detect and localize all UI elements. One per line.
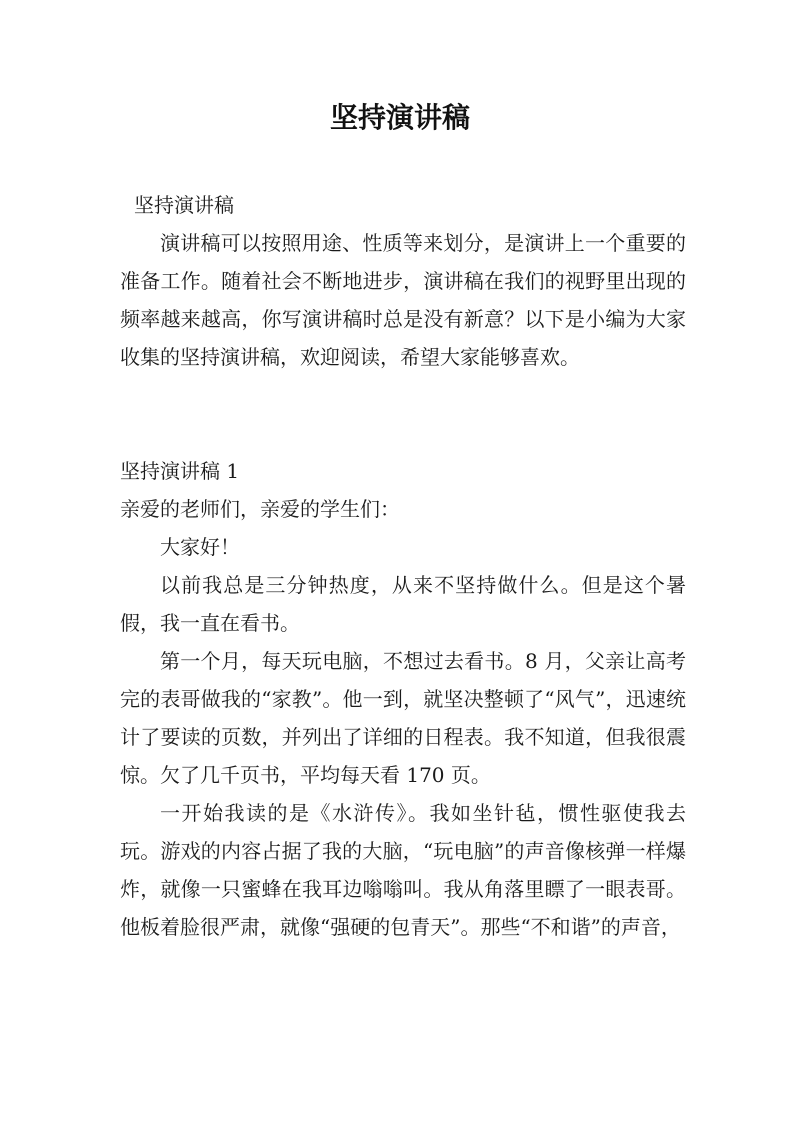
speech-salutation: 亲爱的老师们，亲爱的学生们：: [120, 497, 400, 521]
document-body: [120, 186, 686, 946]
intro-paragraph: 演讲稿可以按照用途、性质等来划分，是演讲上一个重要的准备工作。随着社会不断地进步，演讲稿在我们的视野里出现的频率越来越高，你写演讲稿时总是没有新意？以下是小编为大家收集的坚持演讲稿，欢迎阅读，希望大家能够喜欢。: [120, 231, 686, 369]
speech-paragraph: 一开始我读的是《水浒传》。我如坐针毡，惯性驱使我去玩。游戏的内容占据了我的大脑，“玩电脑”的声音像核弹一样爆炸，就像一只蜜蜂在我耳边嗡嗡叫。我从角落里瞟了一眼表哥。他板着脸很严肃，就像“强硬的包青天”。那些“不和谐”的声音，: [120, 801, 686, 939]
speech-paragraph: 第一个月，每天玩电脑，不想过去看书。8 月，父亲让高考完的表哥做我的“家教”。他一到，就坚决整顿了“风气”，迅速统计了要读的页数，并列出了详细的日程表。我不知道，但我很震惊。欠了几千页书，平均每天看 170 页。: [120, 649, 686, 787]
speech-greeting: 大家好！: [160, 535, 240, 559]
section-spacer: [120, 376, 686, 452]
speech-heading: 坚持演讲稿 1: [120, 459, 240, 483]
intro-subtitle: 坚持演讲稿: [134, 193, 234, 217]
speech-paragraph: 以前我总是三分钟热度，从来不坚持做什么。但是这个暑假，我一直在看书。: [120, 573, 686, 635]
document-title: 坚持演讲稿: [329, 101, 470, 134]
